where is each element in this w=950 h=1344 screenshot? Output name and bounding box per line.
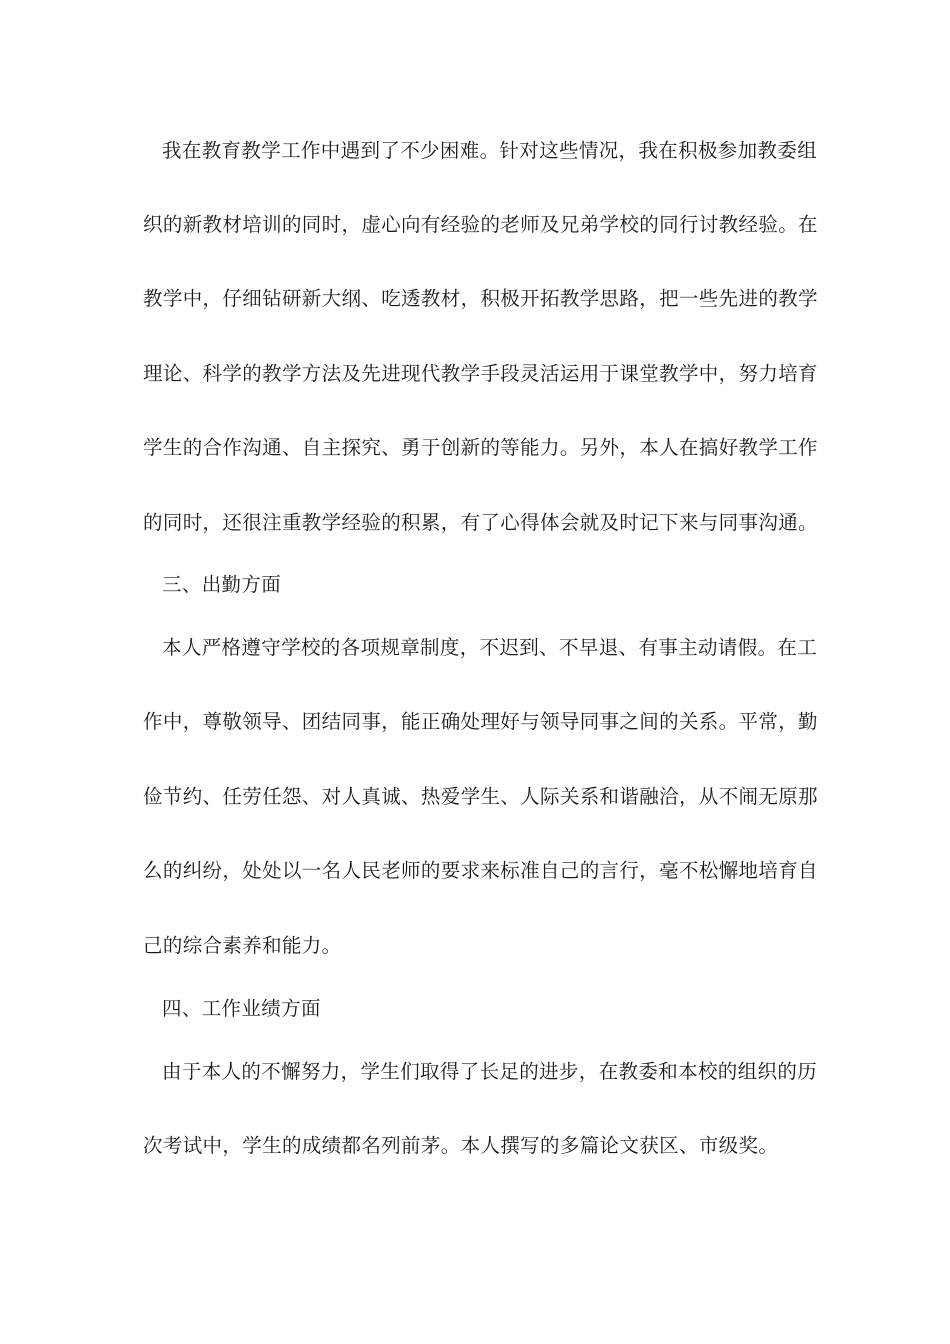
paragraph-line: 我在教育教学工作中遇到了不少困难。针对这些情况，我在积极参加教委组 (162, 139, 818, 162)
paragraph-line: 么的纠纷，处处以一名人民老师的要求来标准自己的言行，毫不松懈地培育自 (143, 859, 818, 882)
paragraph-line: 的同时，还很注重教学经验的积累，有了心得体会就及时记下来与同事沟通。 (143, 511, 818, 534)
paragraph-line: 学生的合作沟通、自主探究、勇于创新的等能力。另外，本人在搞好教学工作 (143, 436, 818, 459)
paragraph-line: 教学中，仔细钻研新大纲、吃透教材，积极开拓教学思路，把一些先进的教学 (143, 287, 818, 310)
paragraph-line: 由于本人的不懈努力，学生们取得了长足的进步，在教委和本校的组织的历 (162, 1060, 818, 1083)
paragraph-line: 俭节约、任劳任怨、对人真诚、热爱学生、人际关系和谐融洽，从不闹无原那 (143, 785, 818, 808)
section-heading: 四、工作业绩方面 (162, 997, 321, 1020)
section-heading: 三、出勤方面 (162, 573, 282, 596)
paragraph-line: 本人严格遵守学校的各项规章制度，不迟到、不早退、有事主动请假。在工 (162, 636, 818, 659)
paragraph-line: 己的综合素养和能力。 (143, 934, 342, 957)
paragraph-line: 作中，尊敬领导、团结同事，能正确处理好与领导同事之间的关系。平常，勤 (143, 710, 818, 733)
paragraph-line: 次考试中，学生的成绩都名列前茅。本人撰写的多篇论文获区、市级奖。 (143, 1134, 779, 1157)
paragraph-line: 理论、科学的教学方法及先进现代教学手段灵活运用于课堂教学中，努力培育 (143, 362, 818, 385)
paragraph-line: 织的新教材培训的同时，虚心向有经验的老师及兄弟学校的同行讨教经验。在 (143, 213, 818, 236)
